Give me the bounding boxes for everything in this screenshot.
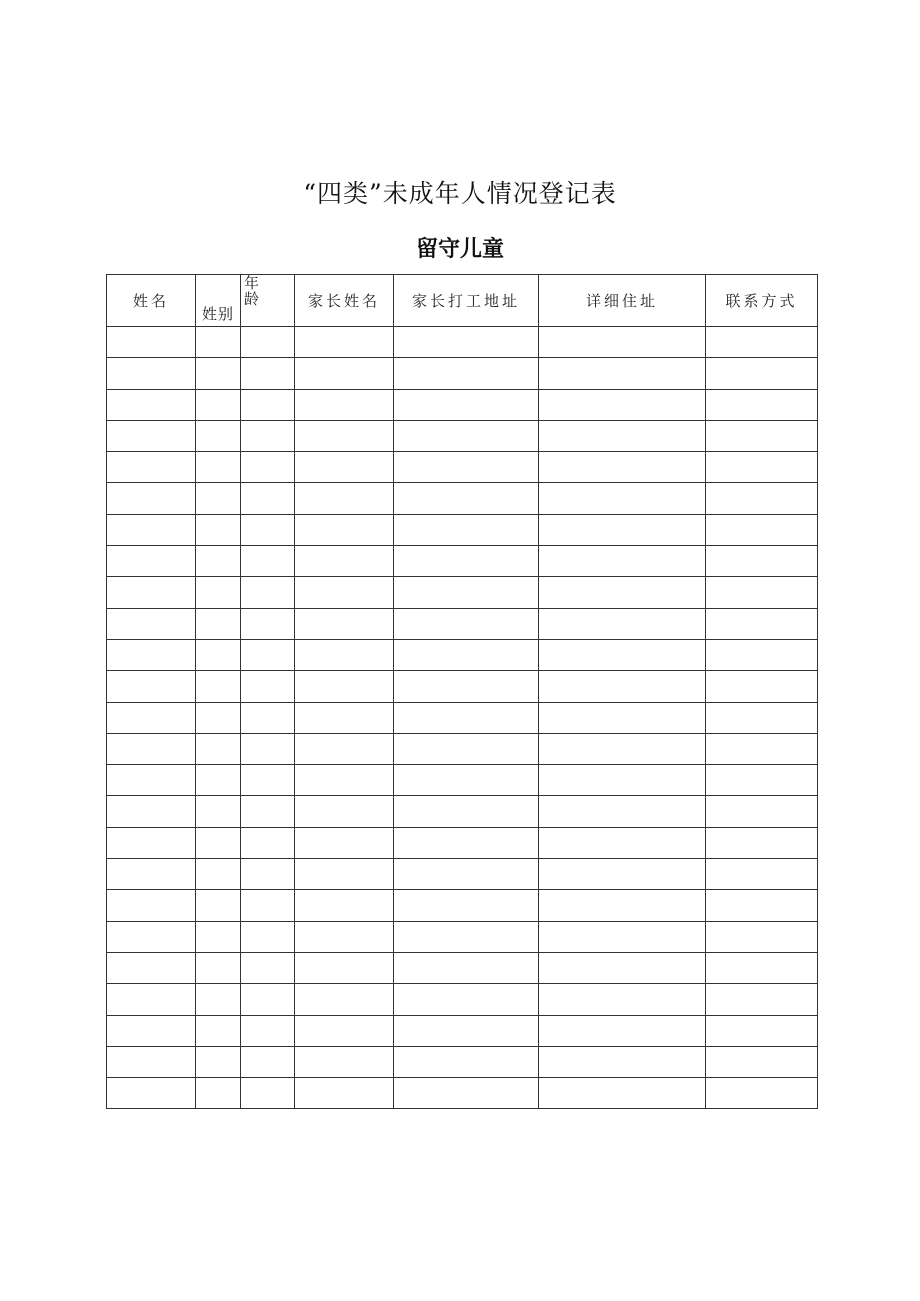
cell-age — [241, 827, 295, 858]
cell-age — [241, 389, 295, 420]
cell-home-address — [539, 702, 706, 733]
cell-age — [241, 608, 295, 639]
cell-gender — [196, 671, 241, 702]
cell-age — [241, 327, 295, 358]
header-age-line2: 龄 — [244, 290, 260, 308]
cell-name — [107, 420, 196, 451]
cell-contact — [706, 608, 818, 639]
table-row — [107, 765, 818, 796]
cell-contact — [706, 952, 818, 983]
cell-age — [241, 921, 295, 952]
cell-gender — [196, 452, 241, 483]
cell-name — [107, 358, 196, 389]
cell-gender — [196, 859, 241, 890]
cell-gender — [196, 358, 241, 389]
cell-contact — [706, 890, 818, 921]
cell-home-address — [539, 733, 706, 764]
cell-home-address — [539, 827, 706, 858]
table-row — [107, 514, 818, 545]
cell-parent-name — [295, 733, 394, 764]
cell-parent-work-address — [394, 671, 539, 702]
cell-name — [107, 639, 196, 670]
cell-name — [107, 733, 196, 764]
cell-contact — [706, 984, 818, 1015]
cell-parent-name — [295, 420, 394, 451]
cell-contact — [706, 452, 818, 483]
cell-parent-work-address — [394, 358, 539, 389]
cell-name — [107, 984, 196, 1015]
cell-home-address — [539, 327, 706, 358]
cell-parent-work-address — [394, 327, 539, 358]
cell-name — [107, 1078, 196, 1109]
cell-parent-name — [295, 358, 394, 389]
header-gender: 姓别 — [196, 275, 241, 327]
cell-parent-work-address — [394, 733, 539, 764]
cell-parent-work-address — [394, 546, 539, 577]
cell-name — [107, 796, 196, 827]
cell-parent-name — [295, 702, 394, 733]
cell-parent-work-address — [394, 921, 539, 952]
cell-parent-work-address — [394, 608, 539, 639]
cell-home-address — [539, 483, 706, 514]
cell-parent-work-address — [394, 984, 539, 1015]
cell-gender — [196, 796, 241, 827]
table-row — [107, 671, 818, 702]
cell-name — [107, 608, 196, 639]
cell-home-address — [539, 890, 706, 921]
cell-home-address — [539, 389, 706, 420]
cell-contact — [706, 514, 818, 545]
cell-gender — [196, 420, 241, 451]
table-row — [107, 327, 818, 358]
cell-home-address — [539, 1015, 706, 1046]
cell-gender — [196, 984, 241, 1015]
cell-home-address — [539, 952, 706, 983]
cell-parent-name — [295, 1015, 394, 1046]
cell-gender — [196, 1046, 241, 1077]
table-row — [107, 1078, 818, 1109]
cell-name — [107, 514, 196, 545]
cell-contact — [706, 358, 818, 389]
table-row — [107, 420, 818, 451]
cell-parent-work-address — [394, 420, 539, 451]
cell-name — [107, 890, 196, 921]
cell-name — [107, 389, 196, 420]
cell-home-address — [539, 639, 706, 670]
cell-age — [241, 1078, 295, 1109]
cell-parent-name — [295, 546, 394, 577]
cell-home-address — [539, 452, 706, 483]
cell-gender — [196, 921, 241, 952]
cell-name — [107, 827, 196, 858]
table-row — [107, 1046, 818, 1077]
cell-parent-work-address — [394, 702, 539, 733]
cell-parent-name — [295, 389, 394, 420]
cell-home-address — [539, 671, 706, 702]
cell-contact — [706, 859, 818, 890]
cell-home-address — [539, 796, 706, 827]
table-row — [107, 577, 818, 608]
cell-parent-name — [295, 890, 394, 921]
cell-age — [241, 671, 295, 702]
cell-contact — [706, 577, 818, 608]
cell-home-address — [539, 1046, 706, 1077]
cell-contact — [706, 702, 818, 733]
table-row — [107, 827, 818, 858]
cell-parent-name — [295, 827, 394, 858]
cell-parent-name — [295, 577, 394, 608]
cell-gender — [196, 733, 241, 764]
cell-gender — [196, 952, 241, 983]
table-row — [107, 358, 818, 389]
table-row — [107, 921, 818, 952]
cell-parent-name — [295, 483, 394, 514]
cell-age — [241, 796, 295, 827]
table-row — [107, 389, 818, 420]
table-row — [107, 952, 818, 983]
header-age-line1: 年 — [244, 274, 260, 292]
cell-name — [107, 577, 196, 608]
cell-gender — [196, 827, 241, 858]
cell-name — [107, 671, 196, 702]
cell-home-address — [539, 577, 706, 608]
cell-age — [241, 639, 295, 670]
table-header-row — [107, 275, 818, 327]
cell-contact — [706, 765, 818, 796]
cell-contact — [706, 483, 818, 514]
table-row — [107, 702, 818, 733]
cell-gender — [196, 890, 241, 921]
header-contact: 联系方式 — [706, 275, 818, 327]
cell-home-address — [539, 984, 706, 1015]
cell-age — [241, 1015, 295, 1046]
cell-parent-work-address — [394, 1046, 539, 1077]
cell-parent-name — [295, 921, 394, 952]
cell-contact — [706, 639, 818, 670]
cell-age — [241, 765, 295, 796]
cell-gender — [196, 546, 241, 577]
cell-parent-name — [295, 639, 394, 670]
cell-parent-work-address — [394, 483, 539, 514]
cell-parent-name — [295, 1078, 394, 1109]
header-name: 姓名 — [107, 275, 196, 327]
cell-name — [107, 765, 196, 796]
cell-age — [241, 452, 295, 483]
cell-parent-work-address — [394, 796, 539, 827]
cell-name — [107, 1046, 196, 1077]
table-row — [107, 984, 818, 1015]
cell-parent-work-address — [394, 890, 539, 921]
cell-gender — [196, 389, 241, 420]
cell-parent-work-address — [394, 827, 539, 858]
cell-parent-name — [295, 859, 394, 890]
cell-name — [107, 327, 196, 358]
cell-gender — [196, 702, 241, 733]
cell-parent-name — [295, 952, 394, 983]
cell-gender — [196, 1015, 241, 1046]
table-body — [107, 327, 818, 1109]
table-row — [107, 483, 818, 514]
registration-table — [106, 274, 818, 1109]
cell-parent-name — [295, 765, 394, 796]
cell-parent-work-address — [394, 577, 539, 608]
table-row — [107, 796, 818, 827]
cell-name — [107, 952, 196, 983]
cell-name — [107, 859, 196, 890]
cell-age — [241, 514, 295, 545]
section-subtitle: 留守儿童 — [415, 237, 504, 262]
cell-contact — [706, 671, 818, 702]
header-age — [241, 275, 295, 327]
page-title: “四类”未成年人情况登记表 — [303, 179, 617, 208]
cell-contact — [706, 420, 818, 451]
cell-gender — [196, 639, 241, 670]
cell-parent-name — [295, 327, 394, 358]
cell-gender — [196, 514, 241, 545]
cell-contact — [706, 921, 818, 952]
cell-contact — [706, 546, 818, 577]
cell-name — [107, 921, 196, 952]
cell-parent-name — [295, 984, 394, 1015]
cell-parent-work-address — [394, 389, 539, 420]
cell-parent-work-address — [394, 859, 539, 890]
cell-name — [107, 483, 196, 514]
cell-home-address — [539, 859, 706, 890]
cell-age — [241, 546, 295, 577]
cell-gender — [196, 483, 241, 514]
cell-parent-name — [295, 671, 394, 702]
cell-age — [241, 733, 295, 764]
cell-name — [107, 1015, 196, 1046]
cell-parent-work-address — [394, 639, 539, 670]
cell-age — [241, 984, 295, 1015]
cell-home-address — [539, 514, 706, 545]
table-row — [107, 639, 818, 670]
cell-gender — [196, 608, 241, 639]
cell-parent-name — [295, 796, 394, 827]
cell-parent-work-address — [394, 1015, 539, 1046]
cell-contact — [706, 733, 818, 764]
cell-home-address — [539, 1078, 706, 1109]
cell-parent-work-address — [394, 1078, 539, 1109]
cell-age — [241, 702, 295, 733]
cell-gender — [196, 765, 241, 796]
cell-gender — [196, 577, 241, 608]
cell-age — [241, 358, 295, 389]
cell-parent-name — [295, 514, 394, 545]
cell-parent-name — [295, 608, 394, 639]
cell-contact — [706, 1015, 818, 1046]
cell-contact — [706, 1046, 818, 1077]
cell-home-address — [539, 546, 706, 577]
cell-age — [241, 483, 295, 514]
cell-name — [107, 452, 196, 483]
cell-parent-name — [295, 1046, 394, 1077]
cell-age — [241, 859, 295, 890]
cell-home-address — [539, 420, 706, 451]
cell-parent-work-address — [394, 765, 539, 796]
table-row — [107, 733, 818, 764]
cell-contact — [706, 389, 818, 420]
cell-home-address — [539, 765, 706, 796]
cell-age — [241, 577, 295, 608]
cell-parent-name — [295, 452, 394, 483]
cell-gender — [196, 1078, 241, 1109]
table-row — [107, 1015, 818, 1046]
table-row — [107, 452, 818, 483]
cell-home-address — [539, 921, 706, 952]
cell-parent-work-address — [394, 452, 539, 483]
cell-contact — [706, 827, 818, 858]
cell-parent-work-address — [394, 952, 539, 983]
header-home-address: 详细住址 — [539, 275, 706, 327]
header-parent-name: 家长姓名 — [295, 275, 394, 327]
cell-age — [241, 890, 295, 921]
cell-name — [107, 702, 196, 733]
cell-parent-work-address — [394, 514, 539, 545]
table-row — [107, 890, 818, 921]
cell-home-address — [539, 608, 706, 639]
table-row — [107, 859, 818, 890]
cell-age — [241, 1046, 295, 1077]
cell-contact — [706, 1078, 818, 1109]
table-row — [107, 608, 818, 639]
cell-contact — [706, 796, 818, 827]
cell-gender — [196, 327, 241, 358]
cell-contact — [706, 327, 818, 358]
cell-age — [241, 952, 295, 983]
cell-age — [241, 420, 295, 451]
header-parent-work-address: 家长打工地址 — [394, 275, 539, 327]
cell-home-address — [539, 358, 706, 389]
cell-name — [107, 546, 196, 577]
table-row — [107, 546, 818, 577]
